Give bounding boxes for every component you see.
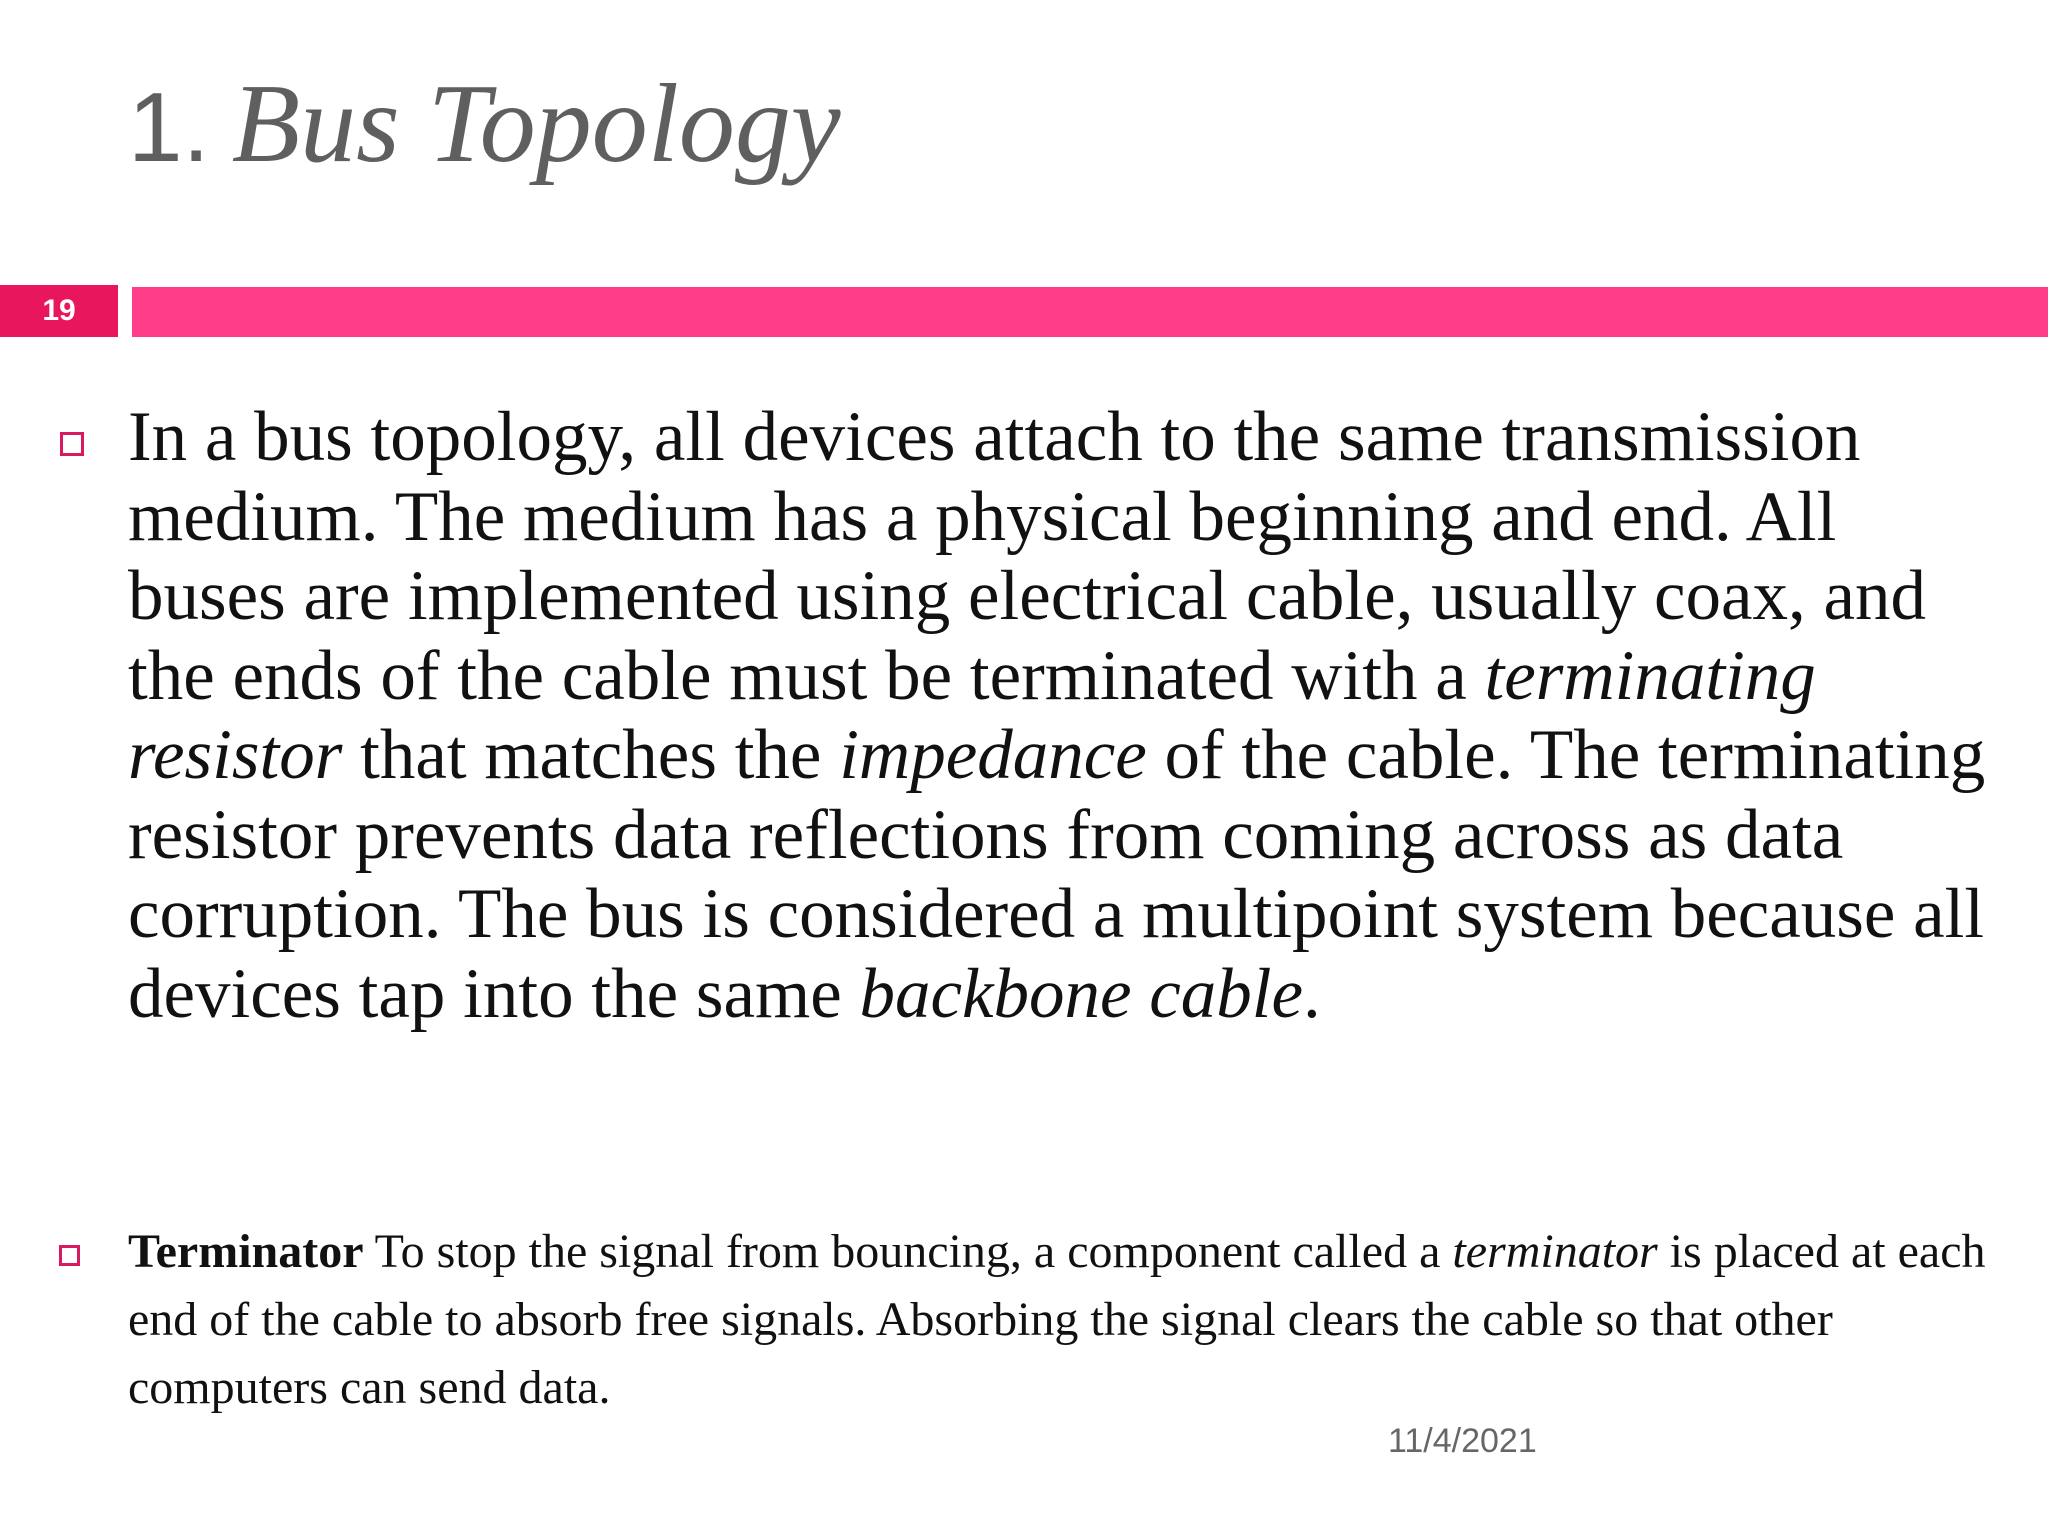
text-run: To stop the signal from bouncing, a component called a xyxy=(363,1225,1453,1278)
italic-term-impedance: impedance xyxy=(839,716,1147,794)
bullet-paragraph-bus-topology xyxy=(128,398,2008,1034)
italic-term-terminator: terminator xyxy=(1452,1225,1658,1278)
title-separator: . xyxy=(182,72,210,182)
slide-title xyxy=(128,60,841,189)
slide-date: 11/4/2021 xyxy=(1388,1422,1537,1460)
bullet-paragraph-terminator xyxy=(128,1218,2008,1422)
italic-term-terminating-resistor: terminating resistor xyxy=(128,636,1816,794)
bullet-square-icon xyxy=(60,432,84,456)
accent-bar xyxy=(132,287,2048,337)
bullet-square-icon xyxy=(59,1245,80,1266)
text-run: is placed at each end of the cable to absorb free signals. Absorbing the signal clears the cable so that other computers can send data. xyxy=(128,1225,1986,1414)
title-number: 1 xyxy=(128,72,183,182)
italic-term-backbone-cable: backbone cable xyxy=(859,954,1304,1033)
text-run: In a bus topology, all devices attach to the same transmission medium. The medium has a physical beginning and end. All buses are implemented using electrical cable, usually coax, and the ends of the cable must be terminated with a xyxy=(128,398,1926,715)
text-run: of the cable. The terminating resistor prevents data reflections from coming across as data corruption. The bus is considered a multipoint system because all devices tap into the same xyxy=(128,716,1986,1033)
title-text: Bus Topology xyxy=(231,62,841,186)
bold-term-terminator: Terminator xyxy=(128,1225,364,1278)
page-number-badge: 19 xyxy=(0,285,118,337)
text-run: that matches the xyxy=(342,716,840,794)
text-run: . xyxy=(1303,954,1321,1033)
